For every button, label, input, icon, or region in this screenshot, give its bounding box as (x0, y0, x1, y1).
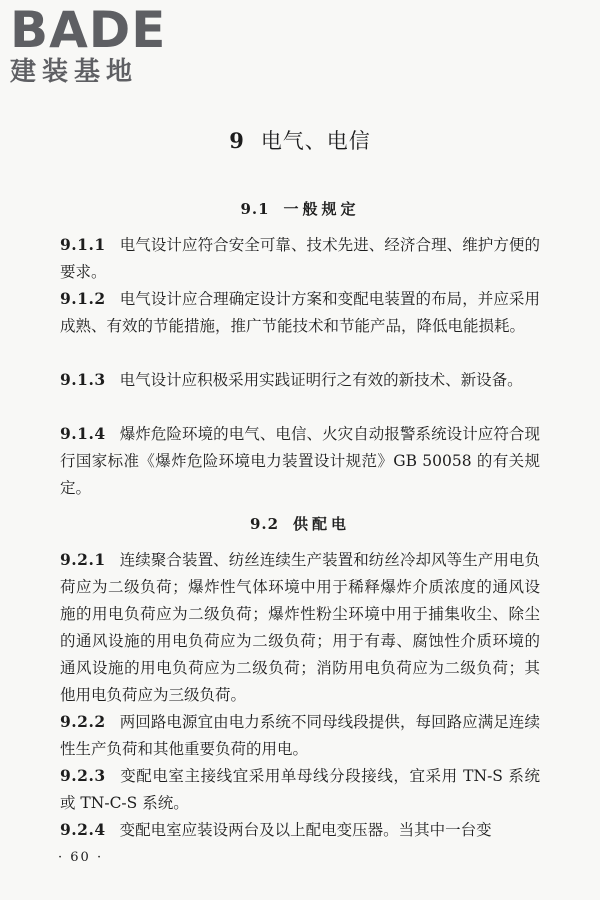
bade-logo (10, 1, 175, 87)
clause-paragraph (60, 285, 540, 340)
chapter-name: 电气、电信 (260, 129, 371, 153)
clause-number: 9.1.3 (60, 370, 106, 389)
clause-text: 变配电室主接线宜采用单母线分段接线，宜采用 TN-S 系统或 TN-C-S 系统。 (60, 767, 540, 812)
section-heading (0, 513, 600, 534)
clause-paragraph (60, 231, 540, 286)
clause-number: 9.2.1 (60, 550, 106, 569)
clause-paragraph (60, 708, 540, 763)
clause-text: 两回路电源宜由电力系统不同母线段提供，每回路应满足连续性生产负荷和其他重要负荷的用电。 (60, 713, 540, 758)
logo-wordmark: BADE (10, 1, 167, 59)
section-title: 供配电 (293, 515, 351, 533)
clause-number: 9.1.1 (60, 235, 106, 254)
section-number: 9.1 (240, 200, 270, 218)
clause-paragraph (60, 816, 540, 844)
section-number: 9.2 (249, 515, 280, 533)
clause-text: 变配电室应装设两台及以上配电变压器。当其中一台变 (119, 821, 492, 839)
clause-text: 爆炸危险环境的电气、电信、火灾自动报警系统设计应符合现行国家标准《爆炸危险环境电力装置设计规范》GB 50058 的有关规定。 (60, 425, 540, 497)
chapter-number: 9 (229, 128, 245, 153)
chapter-title (0, 126, 600, 156)
clause-text: 连续聚合装置、纺丝连续生产装置和纺丝冷却风等生产用电负荷应为二级负荷；爆炸性气体环境中用于稀释爆炸介质浓度的通风设施的用电负荷应为二级负荷；爆炸性粉尘环境中用于捕集收尘、除尘的通风设施的用电负荷应为二级负荷；用于有毒、腐蚀性介质环境的通风设施的用电负荷应为二级负荷；消防用电负荷应为二级负荷；其他用电负荷应为三级负荷。 (60, 551, 540, 704)
section-heading (0, 198, 600, 219)
clause-paragraph (60, 762, 540, 817)
logo-subtitle: 建装基地 (10, 57, 139, 87)
clause-paragraph (60, 420, 540, 502)
clause-text: 电气设计应积极采用实践证明行之有效的新技术、新设备。 (119, 371, 523, 389)
clause-number: 9.1.4 (60, 424, 106, 443)
section-title: 一般规定 (283, 200, 360, 218)
clause-number: 9.2.4 (60, 820, 106, 839)
clause-paragraph (60, 366, 540, 394)
clause-text: 电气设计应合理确定设计方案和变配电装置的布局，并应采用成熟、有效的节能措施，推广节能技术和节能产品，降低电能损耗。 (60, 290, 540, 335)
clause-text: 电气设计应符合安全可靠、技术先进、经济合理、维护方便的要求。 (60, 236, 540, 281)
clause-number: 9.1.2 (60, 289, 106, 308)
clause-paragraph (60, 546, 540, 709)
clause-number: 9.2.3 (60, 766, 106, 785)
page-number: · 60 · (58, 850, 104, 865)
clause-number: 9.2.2 (60, 712, 106, 731)
